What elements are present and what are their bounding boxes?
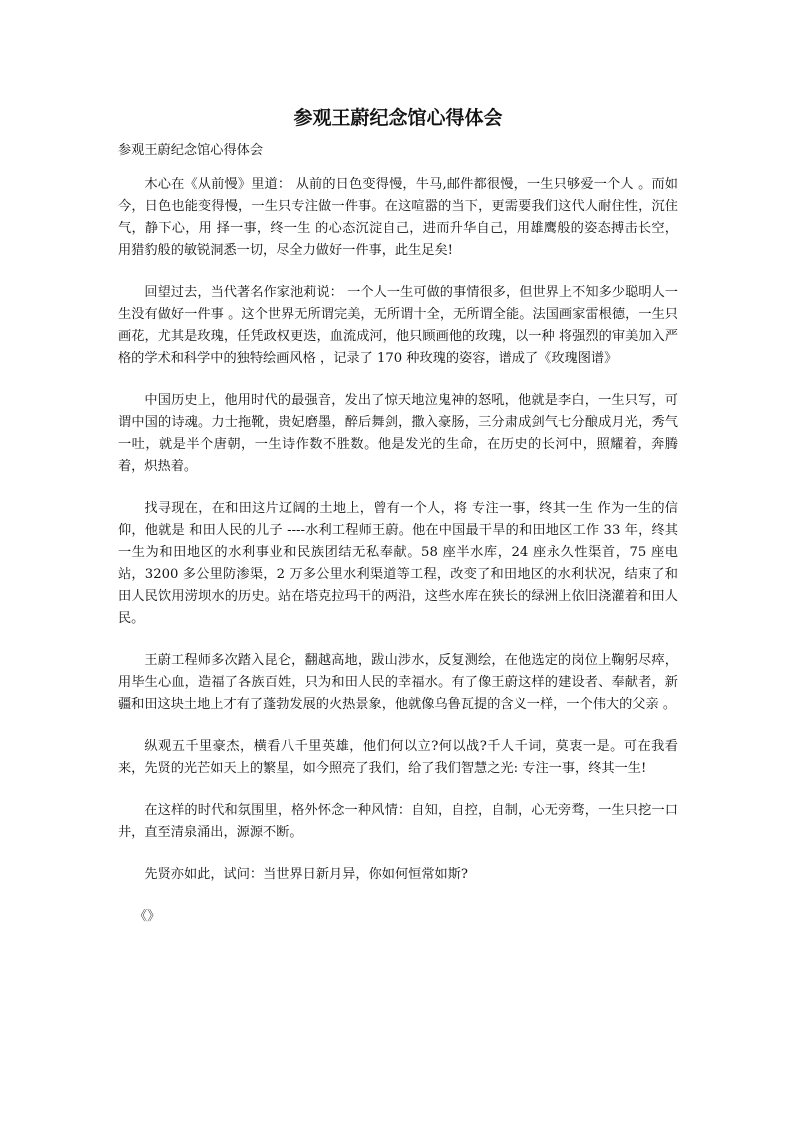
paragraph-2: 回望过去，当代著名作家池莉说： 一个人一生可做的事情很多，但世界上不知多少聪明人一生没有做好一件事 。这个世界无所谓完美，无所谓十全，无所谓全能。法国画家雷根德，一生只画花，尤其是玫瑰，任凭政权更迭，血流成河，他只顾画他的玫瑰，以一种 将强烈的审美加入严格的学术和科学中的独特绘画风格 ，记录了 170 种玫瑰的姿容，谱成了《玫瑰图谱》 [118, 285, 678, 366]
paragraph-1: 木心在《从前慢》里道： 从前的日色变得慢，牛马,邮件都很慢，一生只够爱一个人 。而如今，日色也能变得慢，一生只专注做一件事。在这喧嚣的当下，更需要我们这代人耐住性，沉住气，静下心，用 择一事，终一生 的心态沉淀自己，进而升华自己，用雄鹰般的姿态搏击长空，用猎豹般的敏锐洞悉一切，尽全力做好一件事，此生足矣! [118, 177, 678, 258]
paragraph-8: 先贤亦如此，试问：当世界日新月异，你如何恒常如斯? [144, 867, 468, 882]
document-page [118, 104, 678, 928]
closing-brackets: 《》 [134, 909, 161, 924]
paragraph-7: 在这样的时代和氛围里，格外怀念一种风情：自知，自控，自制，心无旁骛，一生只挖一口井，直至清泉涌出，源源不断。 [118, 803, 678, 840]
paragraph-6: 纵观五千里豪杰，横看八千里英雄，他们何以立?何以战?千人千词，莫衷一是。可在我看来，先贤的光芒如天上的繁星，如今照亮了我们，给了我们智慧之光: 专注一事，终其一生! [118, 739, 678, 776]
paragraph-5: 王蔚工程师多次踏入昆仑，翻越高地，跋山涉水，反复测绘，在他选定的岗位上鞠躬尽瘁，用毕生心血，造福了各族百姓，只为和田人民的幸福水。有了像王蔚这样的建设者、奉献者，新疆和田这块土地上才有了蓬勃发展的火热景象，他就像乌鲁瓦提的含义一样，一个伟大的父亲 。 [118, 653, 678, 712]
document-title: 参观王蔚纪念馆心得体会 [293, 107, 503, 129]
paragraph-4: 找寻现在，在和田这片辽阔的土地上，曾有一个人，将 专注一事，终其一生 作为一生的信仰，他就是 和田人民的儿子 ----水利工程师王蔚。他在中国最干旱的和田地区工作 33 年，终其一生为和田地区的水利事业和民族团结无私奉献。58 座半水库，24 座永久性渠首，75 座电站，3200 多公里防渗渠，2 万多公里水利渠道等工程，改变了和田地区的水利状况，结束了和田人民饮用涝坝水的历史。站在塔克拉玛干的两沿，这些水库在狭长的绿洲上依旧浇灌着和田人民。 [118, 501, 678, 626]
document-subtitle: 参观王蔚纪念馆心得体会 [118, 143, 264, 158]
paragraph-3: 中国历史上，他用时代的最强音，发出了惊天地泣鬼神的怒吼，他就是李白，一生只写，可谓中国的诗魂。力士拖靴，贵妃磨墨，醉后舞剑，撒入豪肠，三分肃成剑气七分酿成月光，秀气一吐，就是半个唐朝，一生诗作数不胜数。他是发光的生命，在历史的长河中，照耀着，奔腾着，炽热着。 [118, 393, 678, 474]
